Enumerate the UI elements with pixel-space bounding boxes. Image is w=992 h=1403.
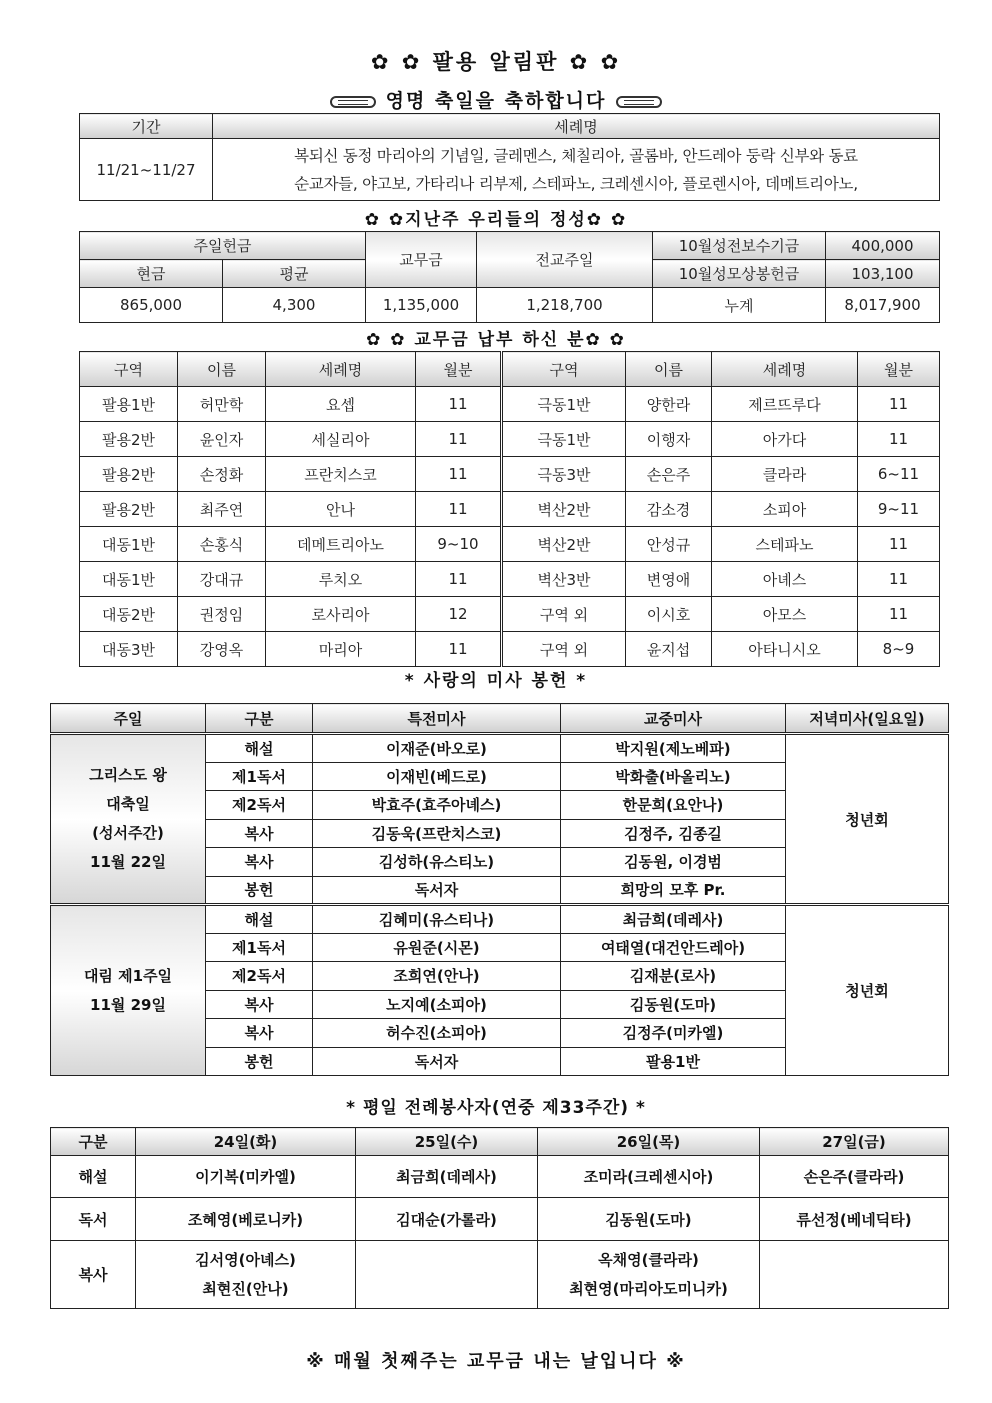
mass-table (50, 703, 949, 1076)
dues-cell: 극동1반 (502, 422, 626, 457)
dues-cell: 벽산2반 (502, 527, 626, 562)
dues-cell: 9~10 (416, 527, 502, 562)
mass-vigil-name: 이재준(바오로) (313, 734, 561, 763)
mass-role: 복사 (206, 848, 313, 877)
server-fri (760, 1241, 949, 1309)
reading-label: 독서 (51, 1198, 136, 1241)
server-thu-2: 최현영(마리아도미니카) (569, 1279, 728, 1298)
feast-names-line2: 순교자들, 야고보, 가타리나 리부제, 스테파노, 크레센시아, 플로렌시아, 데메트리아노, (294, 174, 858, 193)
dues-title: ✿ ✿ 교무금 납부 하신 분✿ ✿ (366, 330, 626, 350)
mass-role: 해설 (206, 905, 313, 934)
dues-header-cell: 이름 (178, 352, 266, 387)
feast-header-period: 기간 (80, 114, 213, 139)
dues-header-cell: 세례명 (266, 352, 416, 387)
cash-header: 현금 (80, 260, 223, 288)
server-tue-2: 최현진(안나) (202, 1279, 289, 1298)
dues-cell: 9~11 (858, 492, 940, 527)
feast-names (213, 139, 940, 201)
dues-cell: 8~9 (858, 632, 940, 667)
mass-vigil-name: 김성하(유스티노) (313, 848, 561, 877)
footer-notice: ※ 매월 첫째주는 교무금 내는 날입니다 ※ (306, 1351, 686, 1372)
dues-cell: 대동1반 (80, 562, 178, 597)
mass-title: * 사랑의 미사 봉헌 * (404, 671, 588, 691)
dues-cell: 세실리아 (266, 422, 416, 457)
mass-role: 제2독서 (206, 791, 313, 820)
dues-cell: 11 (858, 387, 940, 422)
mass-header-cell: 주일 (51, 704, 206, 734)
dues-cell: 벽산3반 (502, 562, 626, 597)
dues-row (80, 457, 940, 492)
mass-sunday-line: 11월 22일 (90, 853, 166, 871)
mass-main-name: 김정주, 김종길 (561, 819, 786, 848)
dues-header-cell: 월분 (858, 352, 940, 387)
feast-names-line1: 복되신 동정 마리아의 기념일, 글레멘스, 체칠리아, 골롬바, 안드레아 둥락 신부와 동료 (294, 146, 858, 165)
mass-vigil-name: 박효주(효주아녜스) (313, 791, 561, 820)
commentary-cell: 손은주(클라라) (760, 1156, 949, 1198)
dues-cell: 요셉 (266, 387, 416, 422)
dues-cell: 대동1반 (80, 527, 178, 562)
feast-subtitle-text: 영명 축일을 축하합니다 (385, 90, 607, 112)
commentary-label: 해설 (51, 1156, 136, 1198)
mass-main-name: 김동원(도마) (561, 990, 786, 1019)
mass-sunday-line: 11월 29일 (90, 995, 166, 1014)
dues-header-cell: 구역 (502, 352, 626, 387)
dues-cell: 손홍식 (178, 527, 266, 562)
mass-sunday-line: 그리스도 왕 (89, 766, 167, 784)
total-value: 8,017,900 (826, 288, 940, 323)
reading-cell: 류선정(베네딕타) (760, 1198, 949, 1241)
dues-cell: 구역 외 (502, 597, 626, 632)
reading-cell: 김동원(도마) (538, 1198, 760, 1241)
fund1-label: 10월성전보수기금 (653, 232, 826, 260)
mass-vigil-name: 허수진(소피아) (313, 1019, 561, 1048)
mass-header-cell: 저녁미사(일요일) (786, 704, 949, 734)
total-label: 누계 (653, 288, 826, 323)
mass-evening-2: 청년회 (786, 905, 949, 1076)
mass-vigil-name: 조희연(안나) (313, 962, 561, 991)
weekday-header-cell: 24일(화) (136, 1128, 356, 1156)
dues-cell: 팔용1반 (80, 387, 178, 422)
dues-cell: 데메트리아노 (266, 527, 416, 562)
fund2-label: 10월성모상봉헌금 (653, 260, 826, 288)
mission-sunday-value: 1,218,700 (477, 288, 653, 323)
dues-cell: 윤인자 (178, 422, 266, 457)
mass-main-name: 팔용1반 (561, 1047, 786, 1076)
mass-vigil-name: 독서자 (313, 1047, 561, 1076)
dues-cell: 11 (416, 492, 502, 527)
mass-main-name: 박지원(제노베파) (561, 734, 786, 763)
dues-cell: 안성규 (626, 527, 712, 562)
feast-table (79, 113, 940, 201)
dues-cell: 11 (416, 387, 502, 422)
dues-cell: 팔용2반 (80, 492, 178, 527)
mass-main-name: 희망의 모후 Pr. (561, 876, 786, 905)
mass-sunday-1 (51, 734, 206, 905)
offering-title: ✿ ✿지난주 우리들의 정성✿ ✿ (364, 210, 628, 230)
dues-cell: 아가다 (712, 422, 858, 457)
reading-cell: 김대순(가롤라) (356, 1198, 538, 1241)
reading-cell: 조혜영(베로니카) (136, 1198, 356, 1241)
mass-main-name: 박화출(바올리노) (561, 762, 786, 791)
feast-header-names: 세례명 (213, 114, 940, 139)
dues-header-cell: 이름 (626, 352, 712, 387)
mass-role: 해설 (206, 734, 313, 763)
dues-cell: 클라라 (712, 457, 858, 492)
mass-header-cell: 교중미사 (561, 704, 786, 734)
dues-cell: 11 (416, 562, 502, 597)
dues-cell: 대동2반 (80, 597, 178, 632)
dues-header-cell: 세례명 (712, 352, 858, 387)
dues-cell: 권정임 (178, 597, 266, 632)
server-tue-1: 김서영(아녜스) (195, 1250, 296, 1269)
dues-cell: 11 (416, 632, 502, 667)
dues-row (80, 597, 940, 632)
server-label: 복사 (51, 1241, 136, 1309)
dues-header-cell: 월분 (416, 352, 502, 387)
dues-row (80, 387, 940, 422)
diocese-fee-value: 1,135,000 (366, 288, 477, 323)
mass-vigil-name: 노지예(소피아) (313, 990, 561, 1019)
dues-row (80, 632, 940, 667)
feast-period: 11/21~11/27 (80, 139, 213, 201)
average-header: 평균 (223, 260, 366, 288)
mass-vigil-name: 김동욱(프란치스코) (313, 819, 561, 848)
dues-cell: 이시호 (626, 597, 712, 632)
fund1-value: 400,000 (826, 232, 940, 260)
mass-header-cell: 특전미사 (313, 704, 561, 734)
dues-header-cell: 구역 (80, 352, 178, 387)
dues-row (80, 527, 940, 562)
mission-sunday-header: 전교주일 (477, 232, 653, 288)
dues-cell: 강대규 (178, 562, 266, 597)
dues-row (80, 492, 940, 527)
dues-cell: 팔용2반 (80, 422, 178, 457)
server-thu (538, 1241, 760, 1309)
dues-cell: 마리아 (266, 632, 416, 667)
dues-cell: 이행자 (626, 422, 712, 457)
feast-subtitle (0, 86, 992, 113)
dues-cell: 11 (858, 422, 940, 457)
dues-cell: 11 (858, 562, 940, 597)
mass-main-name: 김동원, 이경범 (561, 848, 786, 877)
mass-row (51, 734, 949, 763)
mass-sunday-line: 대축일 (106, 795, 150, 813)
mass-role: 봉헌 (206, 1047, 313, 1076)
dues-cell: 강영옥 (178, 632, 266, 667)
cash-value: 865,000 (80, 288, 223, 323)
dues-cell: 프란치스코 (266, 457, 416, 492)
mass-main-name: 최금희(데레사) (561, 905, 786, 934)
mass-role: 봉헌 (206, 876, 313, 905)
dues-cell: 최주연 (178, 492, 266, 527)
dues-cell: 감소경 (626, 492, 712, 527)
average-value: 4,300 (223, 288, 366, 323)
server-wed (356, 1241, 538, 1309)
mass-main-name: 김정주(미카엘) (561, 1019, 786, 1048)
mass-sunday-line: (성서주간) (92, 824, 164, 842)
dues-cell: 소피아 (712, 492, 858, 527)
pointing-hand-left-icon (330, 96, 376, 108)
sunday-offering-header: 주일헌금 (80, 232, 366, 260)
mass-role: 복사 (206, 990, 313, 1019)
mass-row (51, 905, 949, 934)
server-thu-1: 옥채영(클라라) (598, 1250, 699, 1269)
fund2-value: 103,100 (826, 260, 940, 288)
dues-cell: 11 (858, 527, 940, 562)
dues-cell: 로사리아 (266, 597, 416, 632)
commentary-cell: 최금희(데레사) (356, 1156, 538, 1198)
dues-cell: 루치오 (266, 562, 416, 597)
mass-main-name: 김재분(로사) (561, 962, 786, 991)
commentary-cell: 조미라(크레센시아) (538, 1156, 760, 1198)
mass-role: 복사 (206, 1019, 313, 1048)
mass-vigil-name: 이재빈(베드로) (313, 762, 561, 791)
mass-sunday-2 (51, 905, 206, 1076)
server-tue (136, 1241, 356, 1309)
dues-cell: 팔용2반 (80, 457, 178, 492)
dues-cell: 스테파노 (712, 527, 858, 562)
dues-cell: 극동1반 (502, 387, 626, 422)
dues-cell: 제르뜨루다 (712, 387, 858, 422)
dues-cell: 아타니시오 (712, 632, 858, 667)
mass-role: 제1독서 (206, 933, 313, 962)
mass-evening-1: 청년회 (786, 734, 949, 905)
dues-cell: 벽산2반 (502, 492, 626, 527)
offering-table (79, 231, 940, 323)
dues-row (80, 562, 940, 597)
commentary-cell: 이기복(미카엘) (136, 1156, 356, 1198)
mass-role: 복사 (206, 819, 313, 848)
dues-cell: 11 (858, 597, 940, 632)
pointing-hand-right-icon (616, 96, 662, 108)
dues-cell: 변영애 (626, 562, 712, 597)
weekday-table (50, 1127, 949, 1309)
dues-cell: 11 (416, 422, 502, 457)
mass-vigil-name: 김혜미(유스티나) (313, 905, 561, 934)
dues-cell: 아녜스 (712, 562, 858, 597)
weekday-title: * 평일 전례봉사자(연중 제33주간) * (346, 1098, 646, 1118)
dues-row (80, 422, 940, 457)
dues-cell: 아모스 (712, 597, 858, 632)
dues-cell: 6~11 (858, 457, 940, 492)
dues-cell: 12 (416, 597, 502, 632)
dues-cell: 허만학 (178, 387, 266, 422)
dues-cell: 안나 (266, 492, 416, 527)
mass-role: 제1독서 (206, 762, 313, 791)
dues-cell: 양한라 (626, 387, 712, 422)
mass-main-name: 한문희(요안나) (561, 791, 786, 820)
bulletin-title: ✿ ✿ 팔용 알림판 ✿ ✿ (370, 50, 622, 74)
dues-cell: 윤지섭 (626, 632, 712, 667)
dues-cell: 11 (416, 457, 502, 492)
mass-main-name: 여태열(대건안드레아) (561, 933, 786, 962)
diocese-fee-header: 교무금 (366, 232, 477, 288)
weekday-header-cell: 26일(목) (538, 1128, 760, 1156)
dues-table (79, 351, 940, 667)
weekday-header-cell: 25일(수) (356, 1128, 538, 1156)
weekday-header-cell: 27일(금) (760, 1128, 949, 1156)
mass-vigil-name: 유원준(시몬) (313, 933, 561, 962)
mass-sunday-line: 대림 제1주일 (83, 966, 173, 985)
mass-header-cell: 구분 (206, 704, 313, 734)
dues-cell: 구역 외 (502, 632, 626, 667)
mass-role: 제2독서 (206, 962, 313, 991)
dues-cell: 극동3반 (502, 457, 626, 492)
weekday-header-cell: 구분 (51, 1128, 136, 1156)
dues-cell: 손정화 (178, 457, 266, 492)
dues-cell: 대동3반 (80, 632, 178, 667)
dues-cell: 손은주 (626, 457, 712, 492)
mass-vigil-name: 독서자 (313, 876, 561, 905)
